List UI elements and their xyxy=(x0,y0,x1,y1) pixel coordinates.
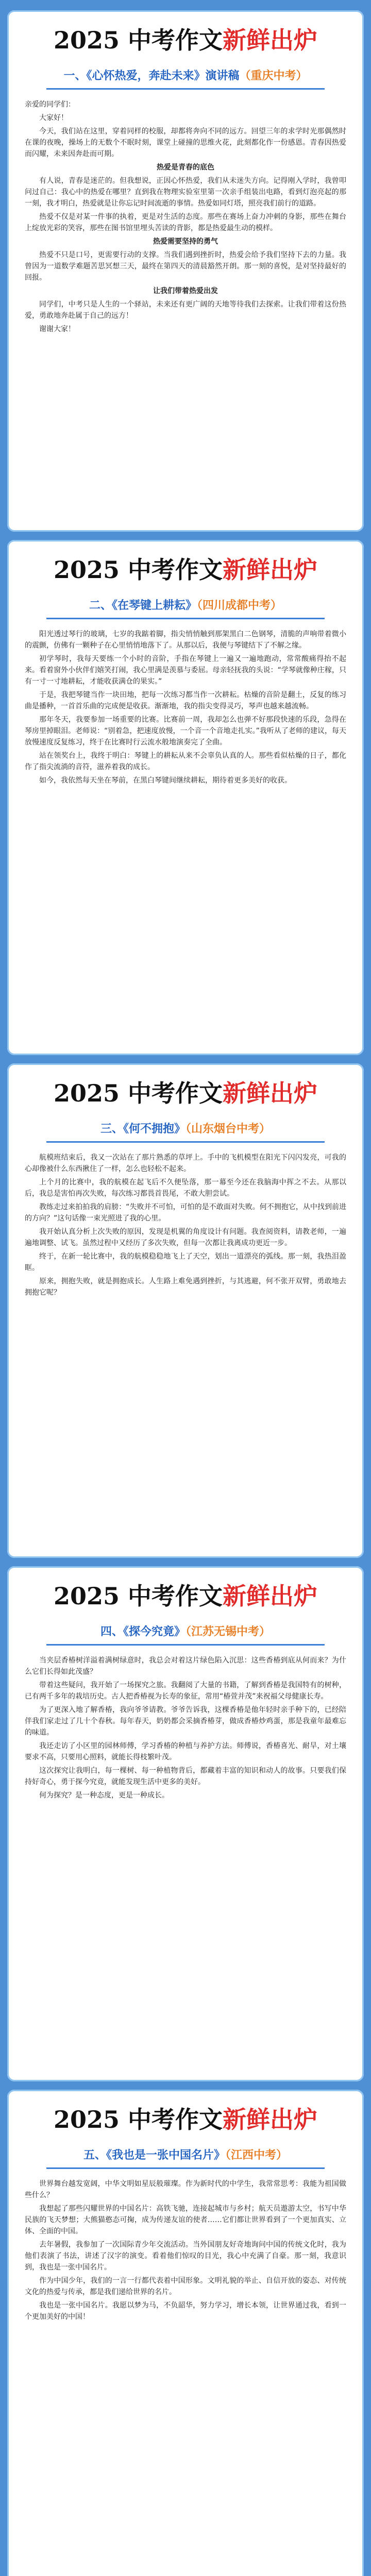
heading-text: 《探今究竟》 xyxy=(123,1625,185,1638)
essay-paragraph: 作为中国少年，我们的一言一行都代表着中国形象。文明礼貌的举止、自信开放的姿态、对传统文化的热爱与传承，都是我们递给世界的名片。 xyxy=(25,2277,346,2296)
heading-text: 二、 xyxy=(89,599,112,612)
essay-heading xyxy=(18,597,353,613)
essay-paragraph: 热爱需要坚持的勇气 xyxy=(153,238,218,246)
essay-paragraph: 于是，我把琴键当作一块田地，把每一次练习都当作一次耕耘。枯燥的音阶是翻土，反复的练习曲是播种，一首首乐曲的完成便是收获。渐渐地，我的指尖变得灵巧，琴声也越来越流畅。 xyxy=(25,691,346,710)
heading-text: 《心怀热爱，奔赴未来》演讲稿 xyxy=(86,70,240,82)
title-text: 2025 xyxy=(53,1079,128,1107)
heading-text: 一、 xyxy=(63,70,87,82)
essay-paragraph: 终于，在新一轮比赛中，我的航模稳稳地飞上了天空，划出一道漂亮的弧线。那一刻，我热泪盈眶。 xyxy=(25,1252,346,1272)
title-text: 中考作文 xyxy=(128,556,223,584)
title-text: 中考作文 xyxy=(128,2106,223,2133)
title-text: 中考作文 xyxy=(128,26,223,54)
essay-paragraph: 如今，我依然每天坐在琴前，在黑白琴键间继续耕耘，期待着更多美好的收获。 xyxy=(39,776,292,785)
title-text: 新鲜出炉 xyxy=(223,2106,318,2133)
heading-text: （山东烟台中考） xyxy=(185,1123,271,1136)
heading-text: （重庆中考） xyxy=(239,70,308,82)
title-text: 新鲜出炉 xyxy=(223,556,318,584)
essay-paragraph: 有人说，青春是迷茫的。但我想说，正因心怀热爱，我们从未迷失方向。记得刚入学时，我曾叩问过自己：我心中的热爱在哪里？直到我在物理实验室里第一次亲手组装出电路，看到灯泡亮起的那一刻，我才明白，热爱就是让你忘记时间流逝的事情。热爱如同灯塔，照亮我们前行的道路。 xyxy=(25,177,346,208)
essay-paragraph: 同学们，中考只是人生的一个驿站，未来还有更广阔的天地等待我们去探索。让我们带着这份热爱，勇敢地奔赴属于自己的远方！ xyxy=(25,300,346,320)
divider xyxy=(46,88,325,90)
essay-body xyxy=(25,99,346,335)
essay-paragraph: 热爱是青春的底色 xyxy=(157,163,214,172)
essay-paragraph: 热爱不只是口号，更需要行动的支撑。当我们遇到挫折时，热爱会给予我们坚持下去的力量。我曾因为一道数学难题苦思冥想三天，最终在第四天的清晨豁然开朗。那一刻的喜悦，是对坚持最好的回报。 xyxy=(25,251,346,282)
heading-text: 《我也是一张中国名片》 xyxy=(106,2149,225,2162)
heading-text: 三、 xyxy=(100,1123,123,1136)
title-text: 2025 xyxy=(53,2106,128,2133)
essay-paragraph: 我开始认真分析上次失败的原因，发现是机翼的角度设计有问题。我查阅资料，请教老师，一遍遍地调整、试飞。虽然过程中又经历了多次失败，但每一次都让我离成功更近一步。 xyxy=(25,1228,346,1247)
title-text: 2025 xyxy=(53,1582,128,1610)
card-title xyxy=(7,2104,364,2135)
essay-card-3 xyxy=(7,1063,364,1558)
essay-card-5 xyxy=(7,2090,364,2576)
title-text: 中考作文 xyxy=(128,1079,223,1107)
essay-paragraph: 原来，拥抱失败，就是拥抱成长。人生路上难免遇到挫折，与其逃避，何不张开双臂，勇敢地去拥抱它呢？ xyxy=(25,1277,346,1297)
essay-paragraph: 阳光透过琴行的玻璃，七岁的我踮着脚，指尖悄悄触到那架黑白二色钢琴，清脆的声响带着微小的震颤，仿佛有一颗种子在心里悄悄地落下了。从那以后，我便与琴键结下了不解之缘。 xyxy=(25,630,346,650)
title-text: 2025 xyxy=(53,26,128,54)
essay-paragraph: 世界舞台越发宽阔，中华文明如星辰般璀璨。作为新时代的中学生，我常常思考：我能为祖国做些什么？ xyxy=(25,2180,346,2199)
essay-card-1 xyxy=(7,10,364,532)
divider xyxy=(46,1644,325,1646)
heading-text: 五、 xyxy=(83,2149,106,2162)
essay-paragraph: 我还走访了小区里的园林师傅，学习香椿的种植与养护方法。师傅说，香椿喜光、耐旱，对土壤要求不高，只要用心照料，就能长得枝繁叶茂。 xyxy=(25,1742,346,1761)
heading-text: （江西中考） xyxy=(225,2149,288,2162)
essay-paragraph: 为了更深入地了解香椿，我向爷爷请教。爷爷告诉我，这棵香椿是他年轻时亲手种下的，已经陪伴我们家走过了几十个春秋。每年春天，奶奶都会采摘香椿芽，做成香椿炒鸡蛋，那是我童年最难忘的味道。 xyxy=(25,1706,346,1737)
heading-text: 四、 xyxy=(100,1625,123,1638)
essay-paragraph: 热爱不仅是对某一件事的执着，更是对生活的态度。那些在赛场上奋力冲刺的身影，那些在舞台上绽放光彩的笑容，那些在图书馆里埋头苦读的背影，都是热爱最生动的模样。 xyxy=(25,213,346,232)
essay-body xyxy=(25,1152,346,1298)
heading-text: 《何不拥抱》 xyxy=(123,1123,185,1136)
heading-text: （江苏无锡中考） xyxy=(185,1625,271,1638)
divider xyxy=(46,618,325,619)
card-title xyxy=(7,554,364,585)
card-title xyxy=(7,25,364,56)
essay-body xyxy=(25,2178,346,2323)
divider xyxy=(46,1141,325,1143)
essay-body xyxy=(25,629,346,786)
essay-paragraph: 何为探究？是一种态度，更是一种成长。 xyxy=(39,1791,169,1800)
heading-text: 《在琴键上耕耘》 xyxy=(111,599,197,612)
essay-paragraph: 大家好！ xyxy=(39,114,68,122)
essay-paragraph: 让我们带着热爱出发 xyxy=(153,287,218,295)
essay-paragraph: 当夹层香椿树洋溢着满树绿意时，我总会对着这片绿色陷入沉思：这些香椿到底从何而来？为什么它们长得如此茂盛？ xyxy=(25,1656,346,1676)
card-title xyxy=(7,1078,364,1109)
essay-paragraph: 我想起了那些闪耀世界的中国名片：高铁飞驰，连接起城市与乡村；航天员遨游太空，书写中华民族的飞天梦想；大熊猫憨态可掬，成为传递友谊的使者……它们都让世界看到了一个更加真实、立体、全面的中国。 xyxy=(25,2205,346,2235)
card-title xyxy=(7,1581,364,1612)
title-text: 新鲜出炉 xyxy=(223,1079,318,1107)
essay-paragraph: 今天，我们站在这里，穿着同样的校服，却都将奔向不同的远方。回望三年的求学时光那偶然时在课的夜晚，操场上的无数个不眠时刻，课堂上碰撞的思维火花，此刻都化作一份感恩。青春因热爱而闪耀，未来因奔赴而可期。 xyxy=(25,127,346,158)
essay-body xyxy=(25,1655,346,1801)
essay-paragraph: 站在领奖台上，我终于明白：琴键上的耕耘从来不会辜负认真的人。那些看似枯燥的日子，都化作了指尖流淌的音符，滋养着我的成长。 xyxy=(25,752,346,771)
essay-paragraph: 亲爱的同学们： xyxy=(25,100,75,109)
essay-heading xyxy=(18,1623,353,1639)
divider xyxy=(46,2167,325,2169)
title-text: 2025 xyxy=(53,556,128,584)
essay-heading xyxy=(18,2146,353,2162)
essay-paragraph: 谢谢大家！ xyxy=(39,325,75,333)
essay-paragraph: 带着这些疑问，我开始了一场探究之旅。我翻阅了大量的书籍，了解到香椿是我国特有的树种，已有两千多年的栽培历史。古人把香椿视为长寿的象征，常用“椿萱并茂”来祝福父母健康长寿。 xyxy=(25,1681,346,1701)
heading-text: （四川成都中考） xyxy=(197,599,282,612)
essay-paragraph: 上个月的比赛中，我的航模在起飞后不久便坠落，那一幕至今还在我脑海中挥之不去。从那以后，我总是害怕再次失败，每次练习都畏首畏尾，不敢大胆尝试。 xyxy=(25,1178,346,1198)
essay-paragraph: 初学琴时，我每天要练一个小时的音阶，手指在琴键上一遍又一遍地跑动，常常酸痛得抬不起来。看着窗外小伙伴们嬉笑打闹，我心里满是羡慕与委屈。母亲轻抚我的头说：“学琴就像种庄稼，只有一寸一寸地耕耘，才能收获满仓的果实。” xyxy=(25,655,346,686)
essay-card-2 xyxy=(7,540,364,1055)
essay-paragraph: 教练走过来拍拍我的肩膀：“失败并不可怕，可怕的是不敢面对失败。何不拥抱它，从中找到前进的方向？”这句话像一束光照进了我的心里。 xyxy=(25,1203,346,1223)
essay-paragraph: 航模班结束后，我又一次站在了那片熟悉的草坪上。手中的飞机模型在阳光下闪闪发亮，可我的心却像被什么东西揪住了一样，怎么也轻松不起来。 xyxy=(25,1154,346,1173)
essay-paragraph: 这次探究让我明白，每一棵树、每一种植物背后，都藏着丰富的知识和动人的故事。只要我们保持好奇心，勇于探今究竟，就能发现生活中更多的美好。 xyxy=(25,1767,346,1786)
title-text: 新鲜出炉 xyxy=(223,26,318,54)
essay-heading xyxy=(18,67,353,83)
essay-paragraph: 去年暑假，我参加了一次国际青少年交流活动。当外国朋友好奇地询问中国的传统文化时，我为他们表演了书法，讲述了汉字的演变。看着他们惊叹的目光，我心中充满了自豪。那一刻，我意识到，我也是一张中国名片。 xyxy=(25,2241,346,2272)
title-text: 中考作文 xyxy=(128,1582,223,1610)
essay-paragraph: 我也是一张中国名片。我愿以梦为马，不负韶华，努力学习，增长本领，让世界通过我，看到一个更加美好的中国！ xyxy=(25,2301,346,2321)
essay-paragraph: 那年冬天，我要参加一场重要的比赛。比赛前一周，我却怎么也弹不好那段快速的乐段，急得在琴房里掉眼泪。老师说：“别着急，把速度放慢，一个音一个音地走扎实。”我听从了老师的建议，每天放慢速度反复练习，终于在比赛时行云流水般地演奏完了全曲。 xyxy=(25,716,346,747)
essay-heading xyxy=(18,1120,353,1136)
title-text: 新鲜出炉 xyxy=(223,1582,318,1610)
essay-card-4 xyxy=(7,1566,364,2081)
